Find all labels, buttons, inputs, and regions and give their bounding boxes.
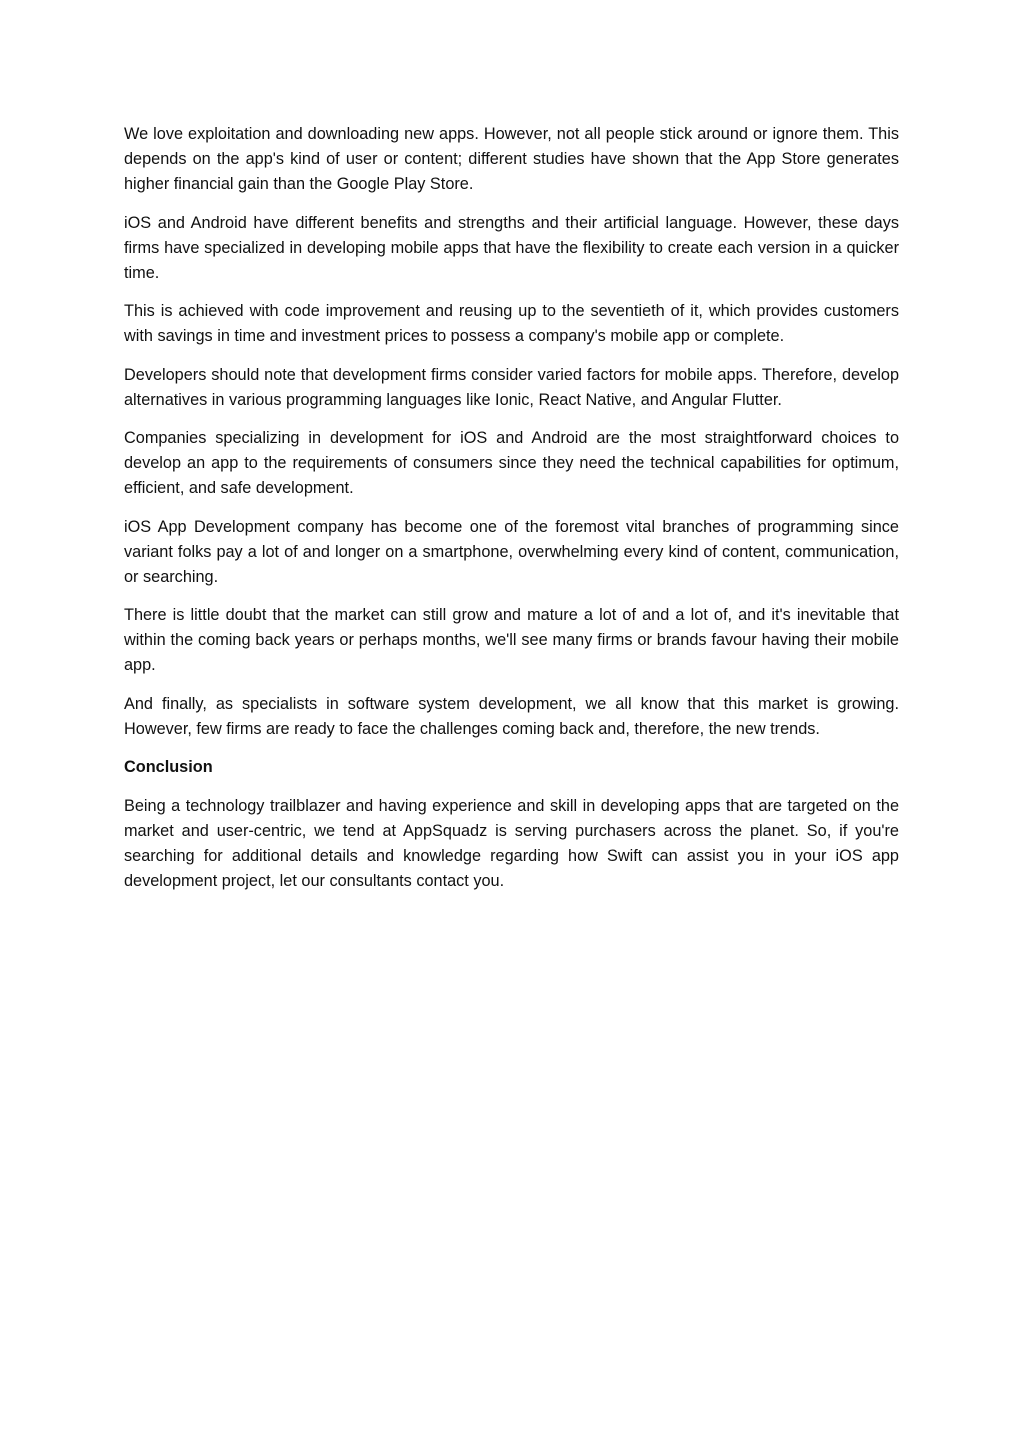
paragraph-code-reuse: This is achieved with code improvement and reusing up to the seventieth of it, which provides customers with savings in time and investment prices to possess a company's mobile app or complete.: [124, 302, 899, 345]
conclusion-heading: Conclusion: [124, 758, 213, 776]
paragraph-specialized-companies: Companies specializing in development for iOS and Android are the most straightforward choices to develop an app to the requirements of consumers since they need the technical capabilities for optimum, efficient, and safe development.: [124, 429, 899, 497]
conclusion-paragraph: Being a technology trailblazer and having experience and skill in developing apps that are targeted on the market and user-centric, we tend at AppSquadz is serving purchasers across the planet. So, if you're searching for additional details and knowledge regarding how Swift can assist you in your iOS app development project, let our consultants contact you.: [124, 796, 899, 890]
paragraph-developer-factors: Developers should note that development firms consider varied factors for mobile apps. Therefore, develop alternatives in various programming languages like Ionic, React Native, and Angular Flutter.: [124, 365, 899, 409]
paragraph-ios-android-benefits: iOS and Android have different benefits and strengths and their artificial language. However, these days firms have specialized in developing mobile apps that have the flexibility to create each version in a quicker time.: [124, 213, 899, 282]
document-body: [124, 122, 899, 907]
paragraph-ios-development-branch: iOS App Development company has become one of the foremost vital branches of programming since variant folks pay a lot of and longer on a smartphone, overwhelming every kind of content, communication, or searching.: [124, 517, 899, 586]
paragraph-new-trends: And finally, as specialists in software system development, we all know that this market is growing. However, few firms are ready to face the challenges coming back and, therefore, the new trends.: [124, 694, 899, 738]
paragraph-app-store-revenue: We love exploitation and downloading new apps. However, not all people stick around or ignore them. This depends on the app's kind of user or content; different studies have shown that the App Store generates higher financial gain than the Google Play Store.: [124, 125, 899, 193]
paragraph-market-growth: There is little doubt that the market can still grow and mature a lot of and a lot of, and it's inevitable that within the coming back years or perhaps months, we'll see many firms or brands favour having their mobile app.: [124, 606, 899, 674]
